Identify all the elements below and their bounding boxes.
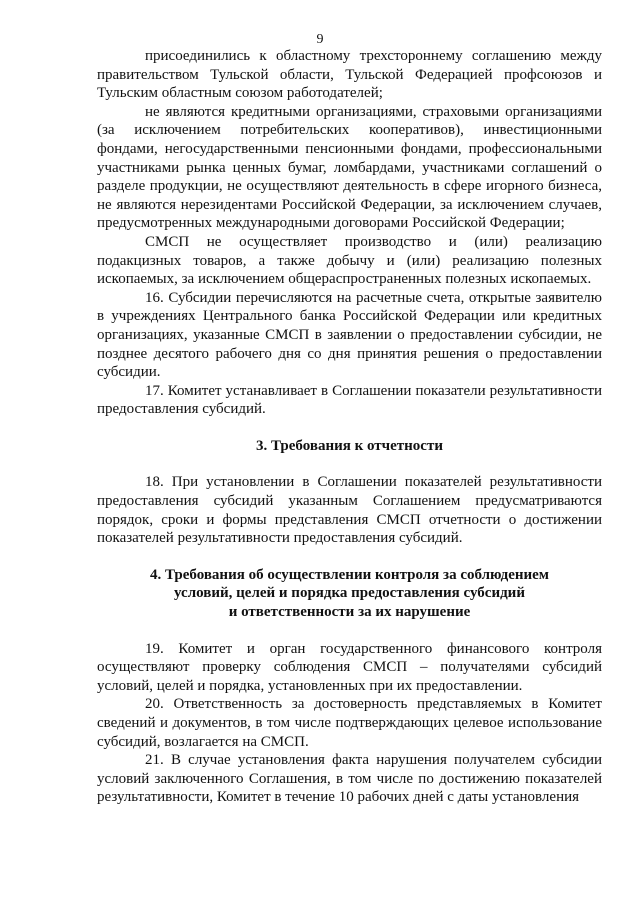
paragraph-16: 16. Субсидии перечисляются на расчетные счета, открытые заявителю в учреждениях Центрального банка Российской Федерации или кредитных организациях, указанные СМСП в заявлении о предоставлении субсидии, не позднее десятого рабочего дня со дня принятия решения о предоставлении субсидии.: [97, 289, 602, 381]
paragraph-17: 17. Комитет устанавливает в Соглашении показатели результативности предоставления субсидий.: [97, 382, 602, 418]
paragraph-21: 21. В случае установления факта нарушения получателем субсидии условий заключенного Соглашения, в том числе по достижению показателей результативности, Комитет в течение 10 рабочих дней с даты установления: [97, 752, 602, 806]
page-number: 9: [316, 32, 324, 47]
section-heading-4: [97, 566, 602, 622]
section-heading-3-line: 3. Требования к отчетности: [256, 437, 443, 454]
paragraph-agreement: присоединились к областному трехстороннему соглашению между правительством Тульской области, Тульской Федерацией профсоюзов и Тульским областным союзом работодателей;: [97, 48, 602, 102]
section-heading-4-line-1: 4. Требования об осуществлении контроля за соблюдением: [149, 566, 550, 583]
paragraph-exclusions: не являются кредитными организациями, страховыми организациями (за исключением потребительских кооперативов), инвестиционными фондами, негосударственными пенсионными фондами, профессиональными участниками рынка ценных бумаг, ломбардами, участниками соглашений о разделе продукции, не осуществляют деятельность в сфере игорного бизнеса, не являются нерезидентами Российской Федерации, за исключением случаев, предусмотренных международными договорами Российской Федерации;: [97, 103, 602, 232]
paragraph-excise: СМСП не осуществляет производство и (или) реализацию подакцизных товаров, а также добычу и (или) реализацию полезных ископаемых, за исключением общераспространенных полезных ископаемых.: [97, 233, 602, 288]
document-body: [97, 47, 602, 807]
spacer: [97, 455, 602, 473]
section-heading-4-line-3: и ответственности за их нарушение: [228, 604, 471, 621]
paragraph-20: 20. Ответственность за достоверность представляемых в Комитет сведений и документов, в том числе подтверждающих целевое использование субсидий, возлагается на СМСП.: [97, 696, 602, 750]
paragraph-19: 19. Комитет и орган государственного финансового контроля осуществляют проверку соблюдения СМСП – получателями субсидий условий, целей и порядка, установленных при их предоставлении.: [97, 640, 602, 694]
spacer: [97, 622, 602, 640]
spacer: [97, 548, 602, 566]
paragraph-18: 18. При установлении в Соглашении показателей результативности предоставления субсидий указанным Соглашением предусматриваются порядок, сроки и формы представления СМСП отчетности о достижении показателей результативности предоставления субсидий.: [97, 474, 602, 547]
spacer: [97, 419, 602, 437]
section-heading-3: [97, 437, 602, 456]
section-heading-4-line-2: условий, целей и порядка предоставления субсидий: [174, 585, 525, 602]
